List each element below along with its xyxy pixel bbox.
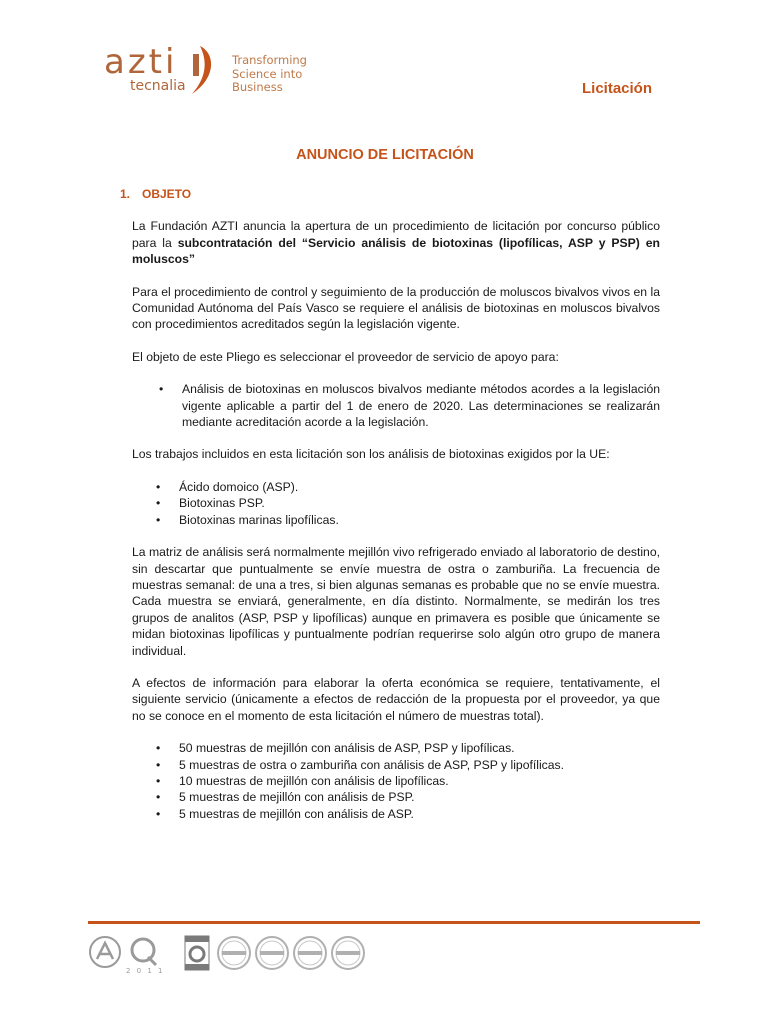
logo-tagline xyxy=(232,54,322,95)
list-item xyxy=(132,512,660,528)
document-title: ANUNCIO DE LICITACIÓN xyxy=(296,147,474,163)
paragraph-context: Para el procedimiento de control y seguimiento de la producción de moluscos bivalvos vivos en la Comunidad Autónoma del País Vasco se requiere el análisis de biotoxinas en moluscos bivalvos con procedimientos acreditados según la legislación vigente. xyxy=(132,284,660,332)
bullet-icon: • xyxy=(156,790,161,805)
dnv-gl-cert-icon xyxy=(292,935,328,971)
page-header xyxy=(0,0,770,120)
bullet-icon: • xyxy=(156,479,161,494)
bullet-icon: • xyxy=(156,773,161,788)
list-item-text: 10 muestras de mejillón con análisis de lipofílicas. xyxy=(179,773,449,788)
list-item-text: Biotoxinas marinas lipofílicas. xyxy=(179,512,339,527)
document-body xyxy=(120,186,660,838)
list-item-text: Ácido domoico (ASP). xyxy=(179,479,299,494)
list-item xyxy=(132,479,660,495)
list-item xyxy=(132,789,660,805)
iqnet-badge-icon xyxy=(184,935,210,971)
dnv-gl-cert-icon xyxy=(216,935,252,971)
list-item-text: 50 muestras de mejillón con análisis de ASP, PSP y lipofílicas. xyxy=(179,741,515,756)
paragraph-efectos: A efectos de información para elaborar la oferta económica se requiere, tentativamente, el siguiente servicio (únicamente a efectos de redacción de la propuesta por el proveedor, ya que no se conoce en el momento de esta licitación el número de muestras total). xyxy=(132,675,660,723)
footer-divider xyxy=(88,921,700,924)
award-year: 2 0 1 1 xyxy=(126,967,165,975)
bullet-icon: • xyxy=(159,382,164,397)
logo-tagline-line: Business xyxy=(232,80,283,94)
azti-tecnalia-logo xyxy=(104,44,314,100)
bullet-icon: • xyxy=(156,806,161,821)
logo-tagline-line: Transforming xyxy=(232,53,307,67)
bullet-icon: • xyxy=(156,512,161,527)
q-award-icon xyxy=(126,935,160,969)
list-item-text: 5 muestras de mejillón con análisis de ASP. xyxy=(179,806,414,821)
list-item-text: 5 muestras de mejillón con análisis de PSP. xyxy=(179,790,415,805)
list-item-text: 5 muestras de ostra o zamburiña con análisis de ASP, PSP y lipofílicas. xyxy=(179,757,565,772)
bullet-icon: • xyxy=(156,741,161,756)
paragraph-intro-text: La Fundación AZTI anuncia la apertura de un procedimiento de licitación por concurso público para la xyxy=(132,219,660,250)
list-biotoxinas xyxy=(132,479,660,528)
list-objeto xyxy=(132,381,660,430)
list-item xyxy=(132,495,660,511)
list-muestras xyxy=(132,740,660,822)
paragraph-objeto: El objeto de este Pliego es seleccionar el proveedor de servicio de apoyo para: xyxy=(132,349,559,364)
section-heading xyxy=(120,186,660,202)
logo-tecnalia-text: tecnalia xyxy=(130,78,186,94)
logo-tagline-line: Science into xyxy=(232,66,303,81)
logo-azti-text: azti xyxy=(104,42,178,82)
section-number: 1. xyxy=(120,187,131,201)
list-item xyxy=(132,806,660,822)
bullet-icon: • xyxy=(156,757,161,772)
paragraph-intro xyxy=(132,218,660,267)
dnv-gl-cert-icon xyxy=(330,935,366,971)
list-item xyxy=(132,773,660,789)
list-item-text: Biotoxinas PSP. xyxy=(179,496,265,511)
list-item-text: Análisis de biotoxinas en moluscos bivalvos mediante métodos acordes a la legislación vigente aplicable a partir del 1 de enero de 2020. Las determinaciones se realizarán mediante acreditación acorde a la legislación. xyxy=(182,382,660,430)
paragraph-trabajos: Los trabajos incluidos en esta licitación son los análisis de biotoxinas exigidos por la UE: xyxy=(132,447,610,462)
quality-a-seal-icon xyxy=(88,935,122,969)
list-item xyxy=(132,740,660,756)
footer-certifications xyxy=(88,933,388,977)
paragraph-intro-bold: subcontratación del “Servicio análisis de biotoxinas (lipofílicas, ASP y PSP) en moluscos” xyxy=(132,235,660,267)
list-item xyxy=(132,757,660,773)
bullet-icon: • xyxy=(156,496,161,511)
section-title: OBJETO xyxy=(142,187,192,201)
paragraph-matriz: La matriz de análisis será normalmente mejillón vivo refrigerado enviado al laboratorio de destino, sin descartar que puntualmente se envíe muestra de ostra o zamburiña. La frecuencia de muestras semanal: de una a tres, si bien algunas semanas es probable que no se envíe muestra. Cada muestra se enviará, generalmente, en día distinto. Normalmente, se medirán los tres grupos de analitos (ASP, PSP y lipofílicas) aunque en primavera es posible que únicamente se midan biotoxinas lipofílicas y puntualmente podrían requerirse solo algún otro grupo de manera individual. xyxy=(132,545,660,658)
dnv-gl-cert-icon xyxy=(254,935,290,971)
header-label: Licitación xyxy=(581,80,652,97)
list-item xyxy=(132,381,660,430)
